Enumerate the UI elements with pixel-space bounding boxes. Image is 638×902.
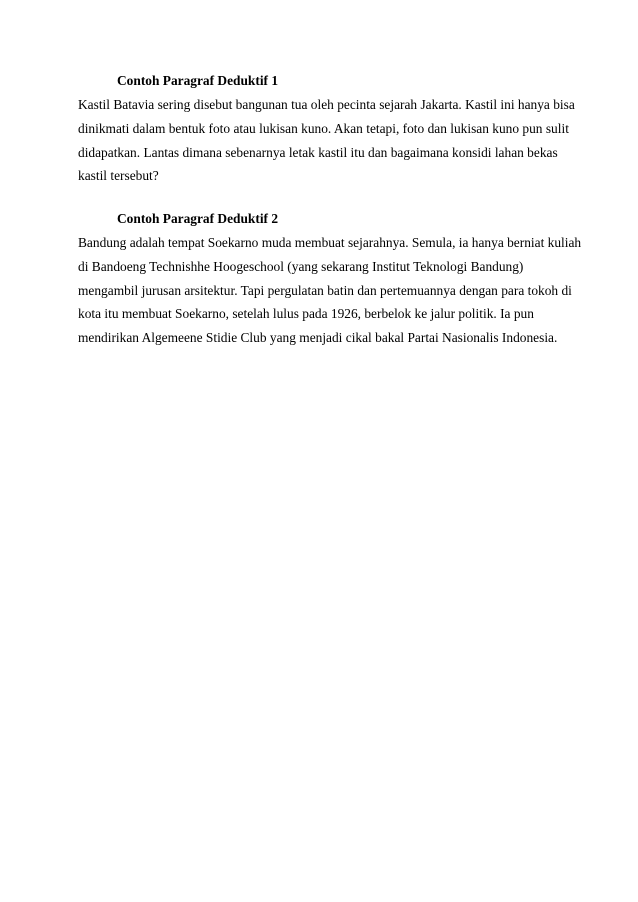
section-heading: Contoh Paragraf Deduktif 2 bbox=[117, 211, 279, 226]
paragraph-line: didapatkan. Lantas dimana sebenarnya letak kastil itu dan bagaimana konsidi lahan bekas bbox=[78, 144, 558, 160]
paragraph-line: kastil tersebut? bbox=[78, 168, 159, 184]
section-heading: Contoh Paragraf Deduktif 1 bbox=[117, 73, 279, 88]
paragraph-line: Kastil Batavia sering disebut bangunan tua oleh pecinta sejarah Jakarta. Kastil ini hanya bisa bbox=[78, 97, 575, 112]
paragraph-line: di Bandoeng Technishhe Hoogeschool (yang sekarang Institut Teknologi Bandung) bbox=[78, 258, 524, 274]
paragraph bbox=[78, 93, 578, 188]
paragraph-line: mendirikan Algemeene Stidie Club yang menjadi cikal bakal Partai Nasionalis Indonesia. bbox=[78, 330, 558, 346]
paragraph bbox=[78, 231, 582, 350]
paragraph-line: mengambil jurusan arsitektur. Tapi pergulatan batin dan pertemuannya dengan para tokoh di bbox=[78, 282, 572, 298]
paragraph-line: dinikmati dalam bentuk foto atau lukisan kuno. Akan tetapi, foto dan lukisan kuno pun sulit bbox=[78, 120, 569, 136]
section-deduktif-1 bbox=[78, 72, 578, 188]
paragraph-line: Bandung adalah tempat Soekarno muda membuat sejarahnya. Semula, ia hanya berniat kuliah bbox=[78, 235, 582, 250]
paragraph-line: kota itu membuat Soekarno, setelah lulus pada 1926, berbelok ke jalur politik. Ia pun bbox=[78, 306, 534, 322]
section-deduktif-2 bbox=[78, 210, 582, 350]
